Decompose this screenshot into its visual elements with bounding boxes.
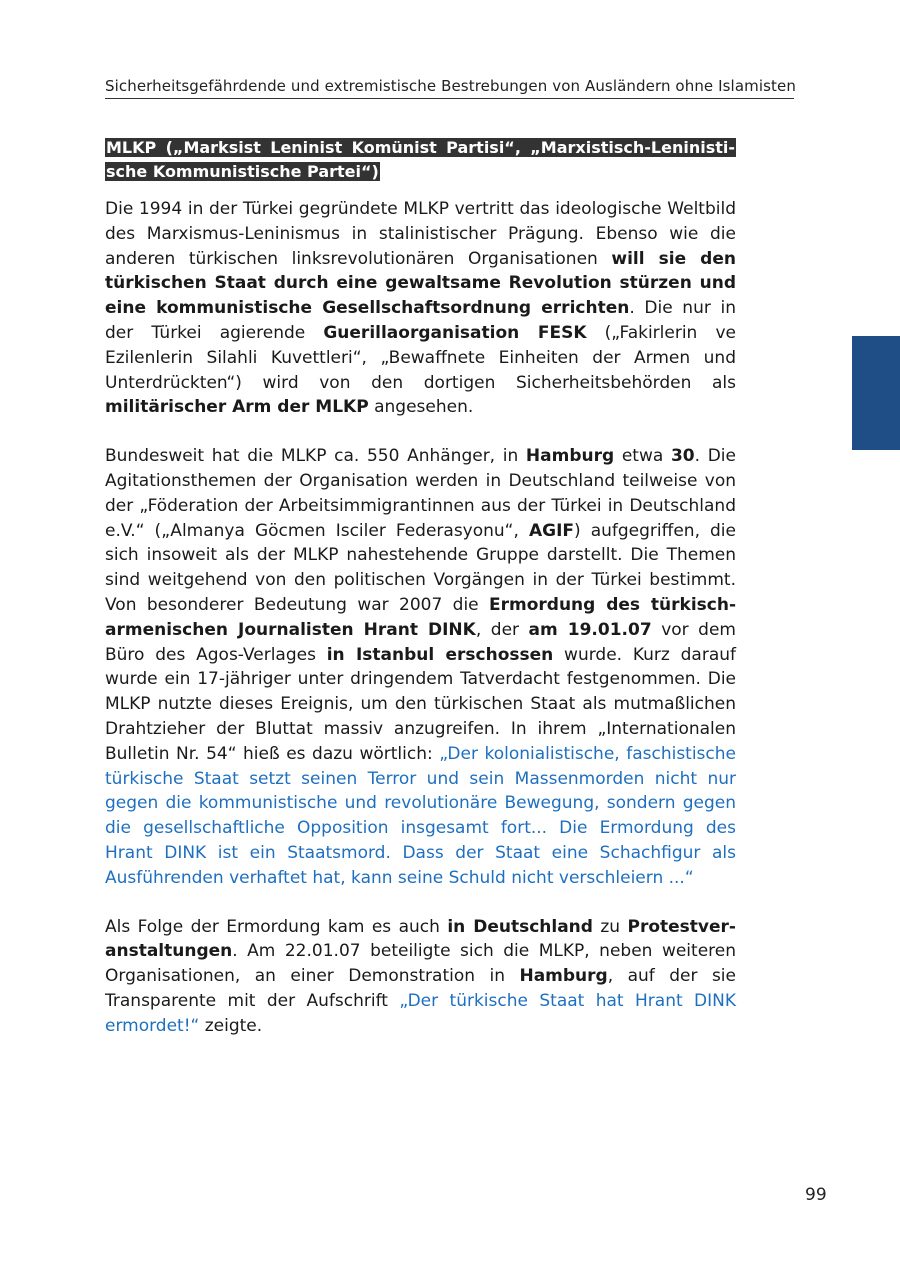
text-run: . Die Agitationsthemen der Organisation werden in Deutschland teilweise von der „Föderation der Arbeitsimmigrantinnen aus der Türkei in Deutschland e.V.“ („Almanya Göcmen Isciler Federasyonu“, <box>105 446 736 541</box>
paragraph-p3 <box>105 915 736 1039</box>
bold-emphasis: militärischer Arm der MLKP <box>105 397 369 418</box>
paragraph-p1 <box>105 197 736 420</box>
text-run: . Am 22.01.07 beteiligte sich die MLKP, neben weiteren Organisationen, an einer Demonstration in <box>105 941 736 987</box>
running-header: Sicherheitsgefährdende und extremistische Bestrebungen von Ausländern ohne Islamisten <box>105 77 794 99</box>
text-run: Bundesweit hat die MLKP ca. 550 Anhänger, in <box>105 446 526 467</box>
quotation: „Der türkische Staat hat Hrant DINK ermordet!“ <box>105 990 737 1036</box>
text-run: vor dem Büro des Agos-Verlages <box>105 619 736 665</box>
paragraph-p2 <box>105 444 736 890</box>
bold-emphasis: will sie den türkischen Staat durch eine gewaltsame Revolution stürzen und eine kommunistische Gesellschaftsordnung errichten <box>105 248 736 319</box>
text-run: etwa <box>614 446 671 467</box>
bold-emphasis: Hamburg <box>519 966 608 987</box>
bold-emphasis: in Istanbul erschossen <box>326 644 554 665</box>
quotation: „Der kolonialistische, faschistische türkische Staat setzt seinen Terror und sein Massenmorden nicht nur gegen die kommunistische und revolutionäre Bewegung, sondern gegen die gesellschaftliche Opposition insgesamt fort... Die Ermordung des Hrant DINK ist ein Staatsmord. Dass der Staat eine Schachfigur als Ausführenden verhaftet hat, kann seine Schuld nicht verschleiern ...“ <box>105 743 736 888</box>
bold-emphasis: Hamburg <box>525 446 615 467</box>
bold-emphasis: am 19.01.07 <box>528 619 652 640</box>
bold-emphasis: Protestveranstaltungen <box>105 916 736 962</box>
bold-emphasis: in Deutschland <box>447 916 593 937</box>
text-run: Die 1994 in der Türkei gegründete MLKP vertritt das ideologische Weltbild des Marxismus-Leninismus in stalinistischer Prägung. Ebenso wie die anderen türkischen linksrevolutionären Organisationen <box>105 199 736 269</box>
page-number: 99 <box>805 1185 827 1205</box>
text-run: wurde. Kurz darauf wurde ein 17-jähriger unter dringendem Tatverdacht festgenommen. Die MLKP nutzte dieses Ereignis, um den türkischen Staat als mutmaßlichen Drahtzieher der Bluttat massiv anzugreifen. In ihrem „Internationalen Bulletin Nr. 54“ hieß es dazu wörtlich: <box>105 644 736 764</box>
text-run: angesehen. <box>368 397 474 418</box>
text-run: („Fakirlerin ve Ezilenlerin Silahli Kuvettleri“, „Bewaffnete Einheiten der Armen und Unterdrückten“) wird von den dortigen Sicherheitsbehörden als <box>105 322 736 393</box>
body-text <box>105 197 736 1039</box>
bold-emphasis: AGIF <box>528 520 575 541</box>
text-run: Als Folge der Ermordung kam es auch <box>105 916 448 937</box>
text-run: zu <box>592 916 628 937</box>
text-run: , auf der sie Transparente mit der Aufschrift <box>105 966 736 1011</box>
bold-emphasis: Ermordung des türkisch-armenischen Journalisten Hrant DINK <box>105 594 736 640</box>
bold-emphasis: Guerillaorganisation FESK <box>323 322 587 343</box>
section-title <box>105 136 736 184</box>
text-run: , der <box>475 619 529 640</box>
text-run: zeigte. <box>199 1015 263 1036</box>
bold-emphasis: 30 <box>670 446 695 467</box>
section-title-text: MLKP („Marksist Leninist Komünist Partisi“, „Marxistisch-Leninistische Kommunistische Partei“) <box>106 138 735 181</box>
main-content <box>105 136 736 1063</box>
text-run: ) aufgegriffen, die sich insoweit als der MLKP nahestehende Gruppe darstellt. Die Themen sind weitgehend von den politischen Vorgängen in der Türkei bestimmt. Von besonderer Bedeutung war 2007 die <box>105 520 736 615</box>
text-run: . Die nur in der Türkei agierende <box>105 298 736 343</box>
chapter-tab-marker <box>852 336 900 450</box>
